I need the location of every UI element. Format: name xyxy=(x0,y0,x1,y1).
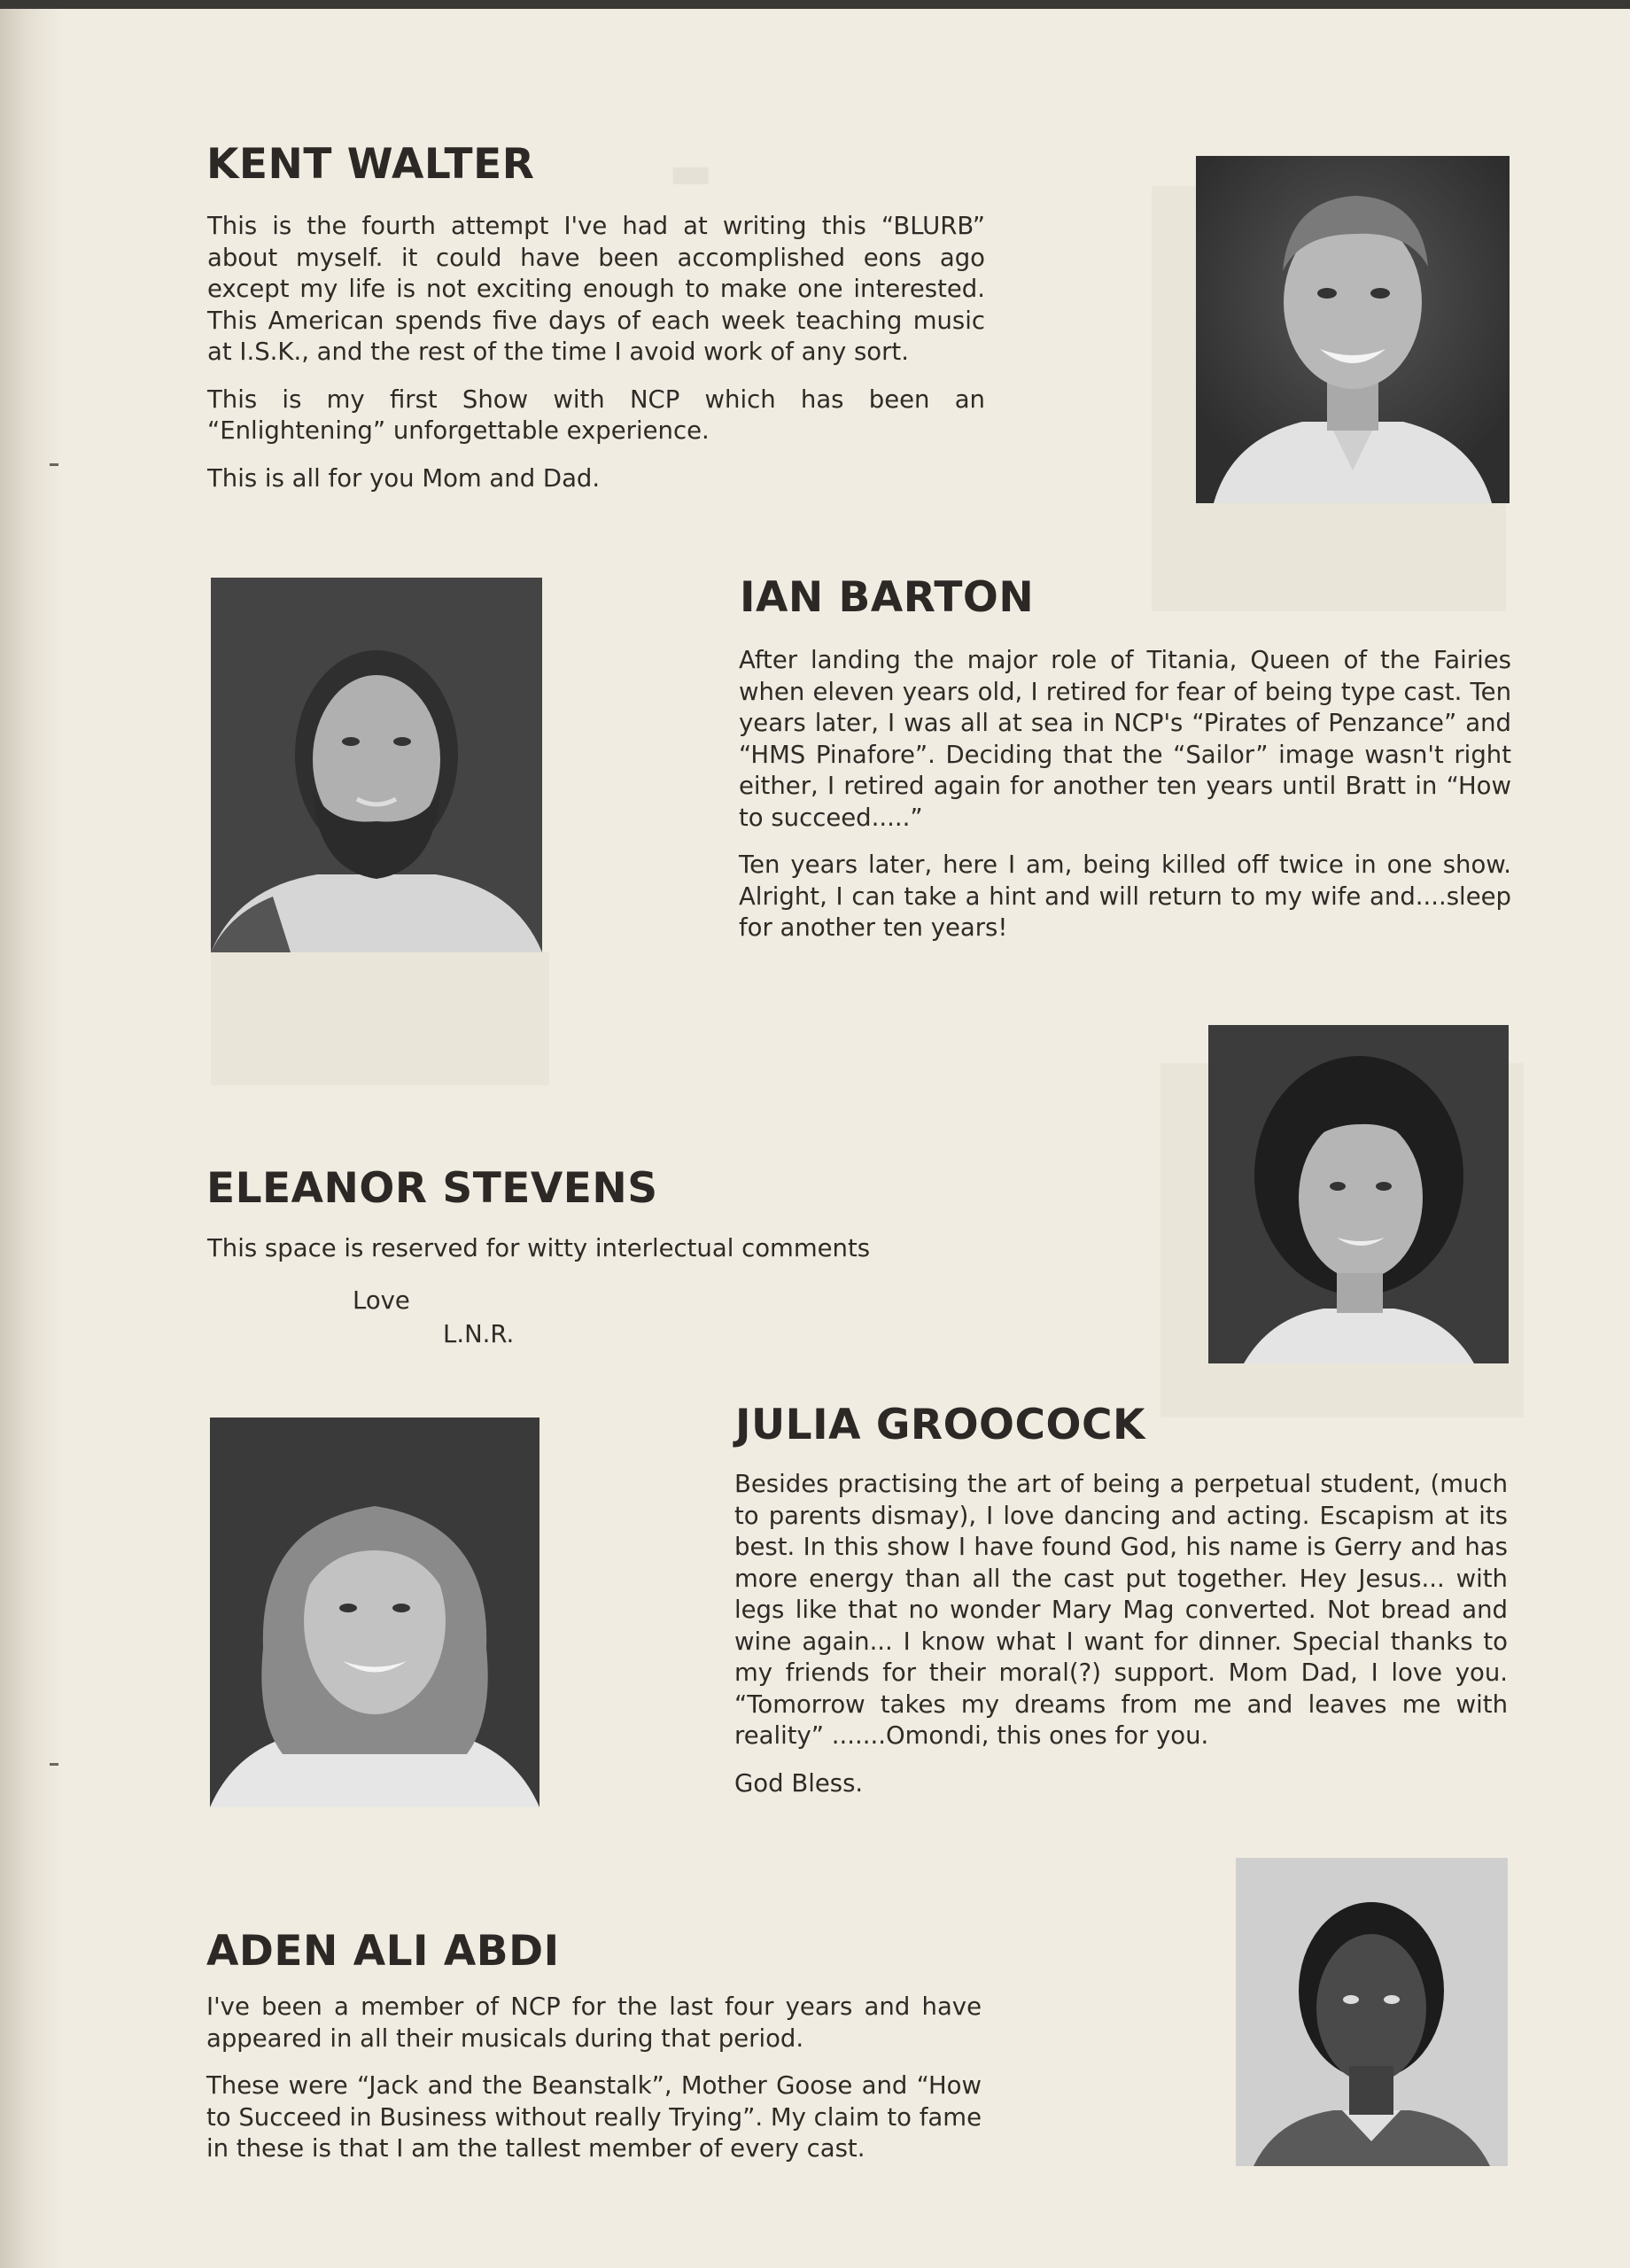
headshot-photo xyxy=(1196,156,1510,503)
bio-signature: L.N.R. xyxy=(443,1320,515,1348)
page-top-edge xyxy=(0,0,1630,9)
bio-paragraph: I've been a member of NCP for the last four years and have appeared in all their musicals during that period. xyxy=(206,1992,982,2053)
headshot-photo xyxy=(1236,1858,1508,2166)
binding-mark xyxy=(50,1763,58,1766)
bio-text xyxy=(206,1992,982,2181)
headshot-photo xyxy=(1208,1025,1509,1363)
bio-paragraph: This is my first Show with NCP which has been an “Enlightening” unforgettable experience. xyxy=(207,384,985,445)
page-gutter-shadow xyxy=(0,0,62,2268)
bleed-through-photo xyxy=(211,952,549,1085)
bio-text xyxy=(734,1469,1508,1815)
bio-text xyxy=(739,645,1511,960)
bio-paragraph: Besides practising the art of being a perpetual student, (much to parents dismay), I love dancing and acting. Escapism at its best. In this show I have found God, his name is Gerry and has more energy than all the cast put together. Hey Jesus... with legs like that no wonder Mary Mag converted. Not bread and wine again... I know what I want for dinner. Special thanks to my friends for their moral(?) support. Mom Dad, I love you. “Tomorrow takes my dreams from me and leaves me with reality” .......Omondi, this ones for you. xyxy=(734,1470,1508,1750)
bio-name: KENT WALTER xyxy=(206,140,535,189)
bio-text xyxy=(207,211,985,510)
bio-name: ELEANOR STEVENS xyxy=(206,1164,658,1213)
bio-paragraph: This is the fourth attempt I've had at writing this “BLURB” about myself. it could have been accomplished eons ago except my life is not exciting enough to make one interested. This American spends five days of each week teaching music at I.S.K., and the rest of the time I avoid work of any sort. xyxy=(207,212,985,366)
bio-paragraph: These were “Jack and the Beanstalk”, Mother Goose and “How to Succeed in Business without really Trying”. My claim to fame in these is that I am the tallest member of every cast. xyxy=(206,2071,982,2163)
bio-paragraph: Ten years later, here I am, being killed off twice in one show. Alright, I can take a hint and will return to my wife and....sleep for another ten years! xyxy=(739,850,1511,942)
bio-name: IAN BARTON xyxy=(740,573,1035,622)
bio-paragraph: After landing the major role of Titania, Queen of the Fairies when eleven years old, I retired for fear of being type cast. Ten years later, I was all at sea in NCP's “Pirates of Penzance” and “HMS Pinafore”. Deciding that the “Sailor” image wasn't right either, I retired again for another ten years until Bratt in “How to succeed.....” xyxy=(739,646,1511,832)
bio-paragraph: This is all for you Mom and Dad. xyxy=(207,463,601,493)
bio-name: ADEN ALI ABDI xyxy=(206,1927,560,1976)
bio-paragraph: God Bless. xyxy=(734,1768,864,1798)
bleed-through-text: ▬ xyxy=(669,146,713,199)
headshot-photo xyxy=(210,1418,539,1807)
headshot-photo xyxy=(211,578,542,952)
bio-paragraph: This space is reserved for witty interlectual comments xyxy=(207,1234,871,1262)
bio-text xyxy=(207,1233,1005,1281)
bio-closing: Love xyxy=(353,1286,410,1315)
bio-name: JULIA GROOCOCK xyxy=(735,1401,1145,1449)
binding-mark xyxy=(50,463,58,466)
